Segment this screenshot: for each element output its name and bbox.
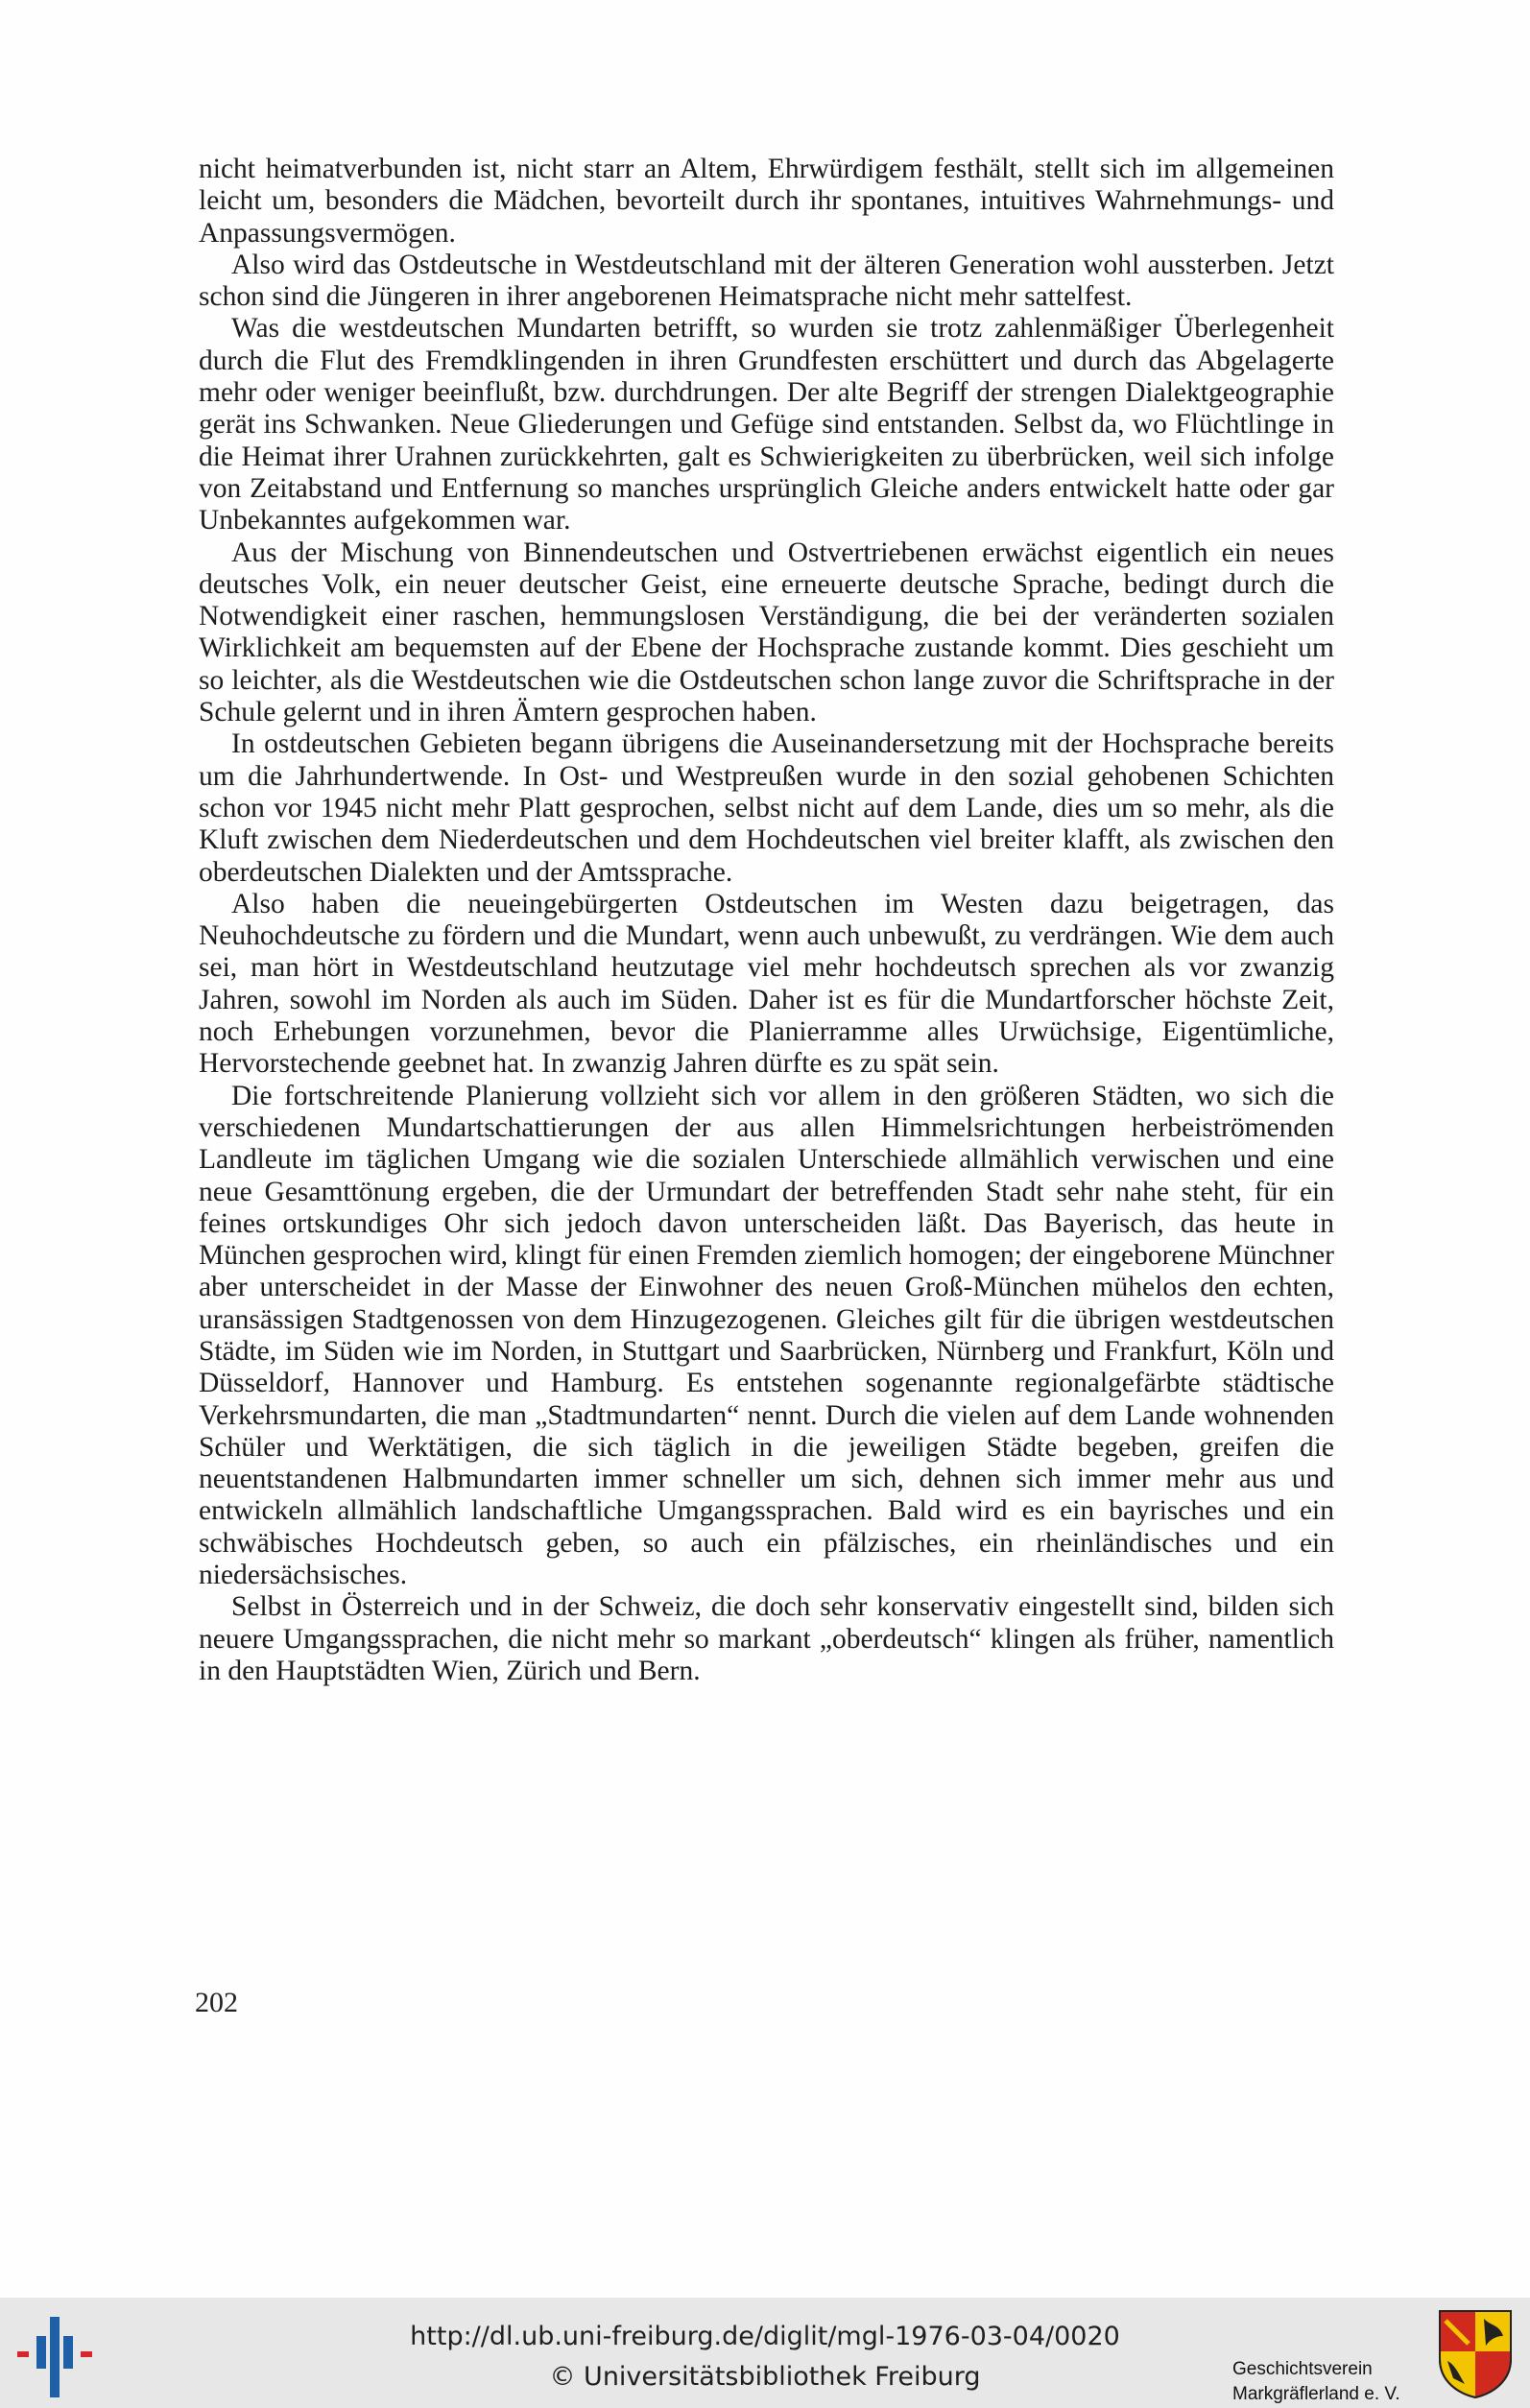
paragraph: nicht heimatverbunden ist, nicht starr an Altem, Ehrwürdigem festhält, stellt sich im allgemeinen leicht um, besonders die Mädchen, bevorteilt durch ihr spontanes, intuitives Wahrnehmungs- und Anpassungsvermögen. xyxy=(199,154,1334,249)
paragraph: Die fortschreitende Planierung vollzieht sich vor allem in den größeren Städten, wo sich die verschiedenen Mundartschattierungen der aus allen Himmelsrichtungen herbeiströmenden Landleute im täglichen Umgang wie die sozialen Unterschiede allmählich verwischen und eine neue Gesamttönung ergeben, die der Urmundart der betreffenden Stadt sehr nahe steht, für ein feines ortskundiges Ohr sich jedoch davon unterscheiden läßt. Das Bayerisch, das heute in München gesprochen wird, klingt für einen Fremden ziemlich homogen; der eingeborene Münchner aber unterscheidet in der Masse der Einwohner des neuen Groß-München mühelos den echten, uransässigen Stadtgenossen von dem Hinzugezogenen. Gleiches gilt für die übrigen westdeutschen Städte, im Süden wie im Norden, in Stuttgart und Saarbrücken, Nürnberg und Frankfurt, Köln und Düsseldorf, Hannover und Hamburg. Es entstehen sogenannte regionalgefärbte städtische Verkehrsmundarten, die man „Stadtmundarten“ nennt. Durch die vielen auf dem Lande wohnenden Schüler und Werktätigen, die sich täglich in die jeweiligen Städte begeben, greifen die neuentstandenen Halbmundarten immer schneller um sich, dehnen sich immer mehr aus und entwickeln allmählich landschaftliche Umgangssprachen. Bald wird es ein bayrisches und ein schwäbisches Hochdeutsch geben, so auch ein pfälzisches, ein rheinländisches und ein niedersächsisches. xyxy=(199,1080,1334,1591)
society-name xyxy=(1232,2357,1424,2407)
paragraph: Also wird das Ostdeutsche in Westdeutschland mit der älteren Generation wohl aussterben. Jetzt schon sind die Jüngeren in ihrer angeborenen Heimatsprache nicht mehr sattelfest. xyxy=(199,249,1334,313)
paragraph: Also haben die neueingebürgerten Ostdeutschen im Westen dazu beigetragen, das Neuhochdeutsche zu fördern und die Mundart, wenn auch unbewußt, zu verdrängen. Wie dem auch sei, man hört in Westdeutschland heutzutage viel mehr hochdeutsch sprechen als vor zwanzig Jahren, sowohl im Norden als auch im Süden. Daher ist es für die Mundartforscher höchste Zeit, noch Erhebungen vorzunehmen, bevor die Planierramme alles Urwüchsige, Eigentümliche, Hervorstechende geebnet hat. In zwanzig Jahren dürfte es zu spät sein. xyxy=(199,888,1334,1080)
paragraph: In ostdeutschen Gebieten begann übrigens die Auseinandersetzung mit der Hochsprache bereits um die Jahrhundertwende. In Ost- und Westpreußen wurde in den sozial gehobenen Schichten schon vor 1945 nicht mehr Platt gesprochen, selbst nicht auf dem Lande, dies um so mehr, als die Kluft zwischen dem Niederdeutschen und dem Hochdeutschen viel breiter klafft, als zwischen den oberdeutschen Dialekten und der Amtssprache. xyxy=(199,728,1334,888)
footer-copyright: © Universitätsbibliothek Freiburg xyxy=(549,2362,981,2392)
body-text xyxy=(199,154,1334,1687)
page-number: 202 xyxy=(195,1987,238,2018)
society-line-2: Markgräflerland e. V. xyxy=(1232,2384,1400,2404)
coat-of-arms-icon[interactable] xyxy=(1436,2307,1515,2399)
paragraph: Was die westdeutschen Mundarten betrifft, so wurden sie trotz zahlenmäßiger Überlegenheit durch die Flut des Fremdklingenden in ihren Grundfesten erschüttert und durch das Abgelagerte mehr oder weniger beeinflußt, bzw. durchdrungen. Der alte Begriff der strengen Dialektgeographie gerät ins Schwanken. Neue Gliederungen und Gefüge sind entstanden. Selbst da, wo Flüchtlinge in die Heimat ihrer Urahnen zurückkehrten, galt es Schwierigkeiten zu überbrücken, weil sich infolge von Zeitabstand und Entfernung so manches ursprünglich Gleiche anders entwickelt hatte oder gar Unbekanntes aufgekommen war. xyxy=(199,313,1334,536)
society-line-1: Geschichtsverein xyxy=(1232,2359,1373,2379)
footer-url-link[interactable]: http://dl.ub.uni-freiburg.de/diglit/mgl-1976-03-04/0020 xyxy=(410,2322,1120,2351)
paragraph: Aus der Mischung von Binnendeutschen und Ostvertriebenen erwächst eigentlich ein neues deutsches Volk, ein neuer deutscher Geist, eine erneuerte deutsche Sprache, bedingt durch die Notwendigkeit einer raschen, hemmungslosen Verständigung, die bei der veränderten sozialen Wirklichkeit am bequemsten auf der Ebene der Hochsprache zustande kommt. Dies geschieht um so leichter, als die Westdeutschen wie die Ostdeutschen schon lange zuvor die Schriftsprache in der Schule gelernt und in ihren Ämtern gesprochen haben. xyxy=(199,536,1334,728)
paragraph: Selbst in Österreich und in der Schweiz, die doch sehr konservativ eingestellt sind, bilden sich neuere Umgangssprachen, die nicht mehr so markant „oberdeutsch“ klingen als früher, namentlich in den Hauptstädten Wien, Zürich und Bern. xyxy=(199,1591,1334,1686)
